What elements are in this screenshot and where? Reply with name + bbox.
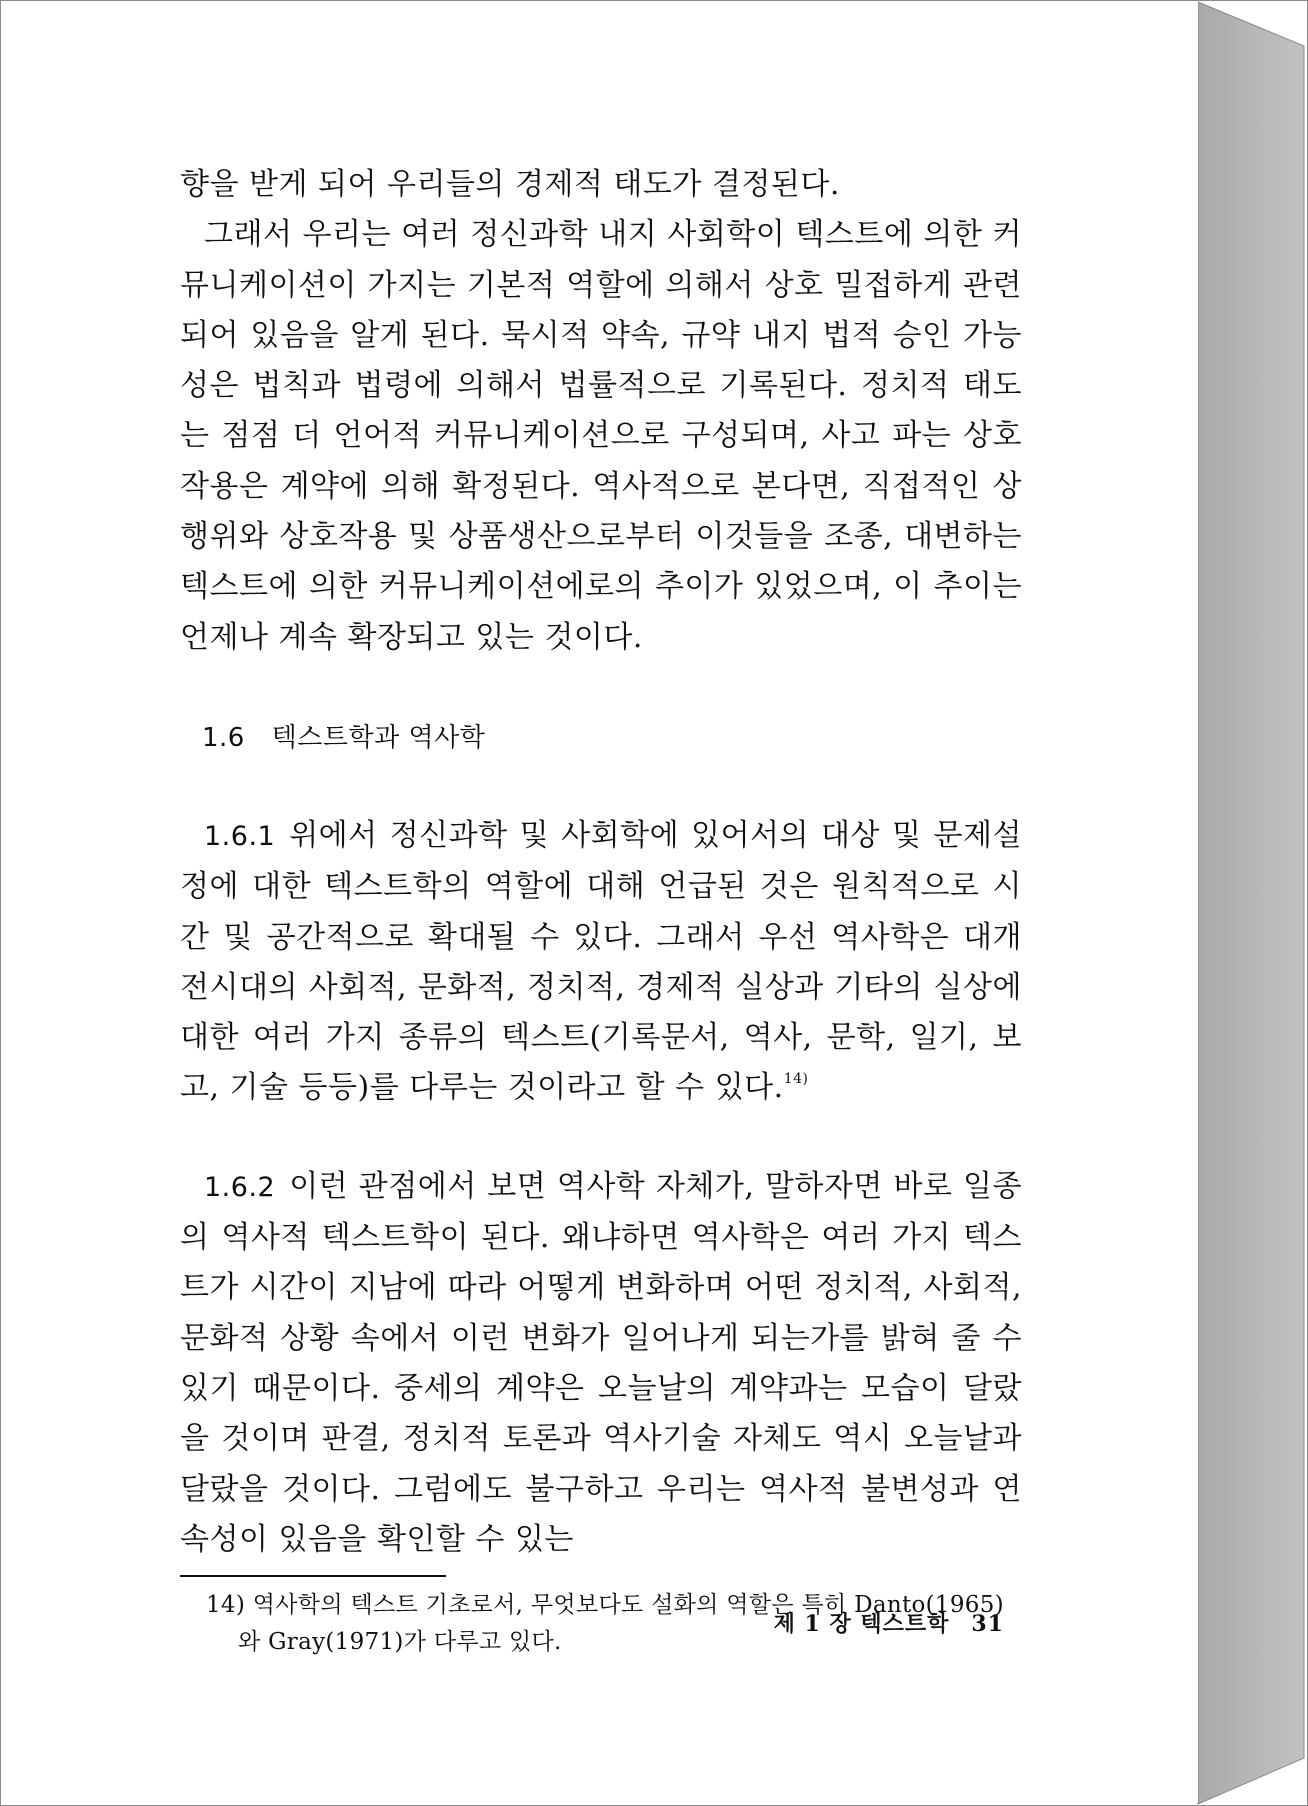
footnote-divider bbox=[180, 1575, 446, 1577]
footnote-marker: 14) bbox=[206, 1592, 246, 1619]
footnote-line-2: 와 Gray(1971)가 다루고 있다. bbox=[238, 1629, 562, 1656]
chapter-label: 제 1 장 텍스트학 bbox=[773, 1611, 950, 1637]
paragraph-continuation: 향을 받게 되어 우리들의 경제적 태도가 결정된다. bbox=[180, 167, 840, 202]
subsection-1-6-2 bbox=[180, 1162, 1022, 1565]
subsection-number: 1.6.1 bbox=[204, 820, 276, 852]
section-title: 텍스트학과 역사학 bbox=[271, 722, 486, 753]
page-number: 31 bbox=[971, 1611, 1004, 1637]
footnote-reference: 14) bbox=[783, 1071, 809, 1088]
page-content bbox=[180, 160, 1022, 1661]
footnote-line-1: 역사학의 텍스트 기초로서, 무엇보다도 설화의 역할은 특히 Danto(1965) bbox=[252, 1592, 1004, 1619]
running-footer bbox=[770, 1607, 1004, 1638]
paragraph-communication: 그래서 우리는 여러 정신과학 내지 사회학이 텍스트에 의한 커뮤니케이션이 가지는 기본적 역할에 의해서 상호 밀접하게 관련되어 있음을 알게 된다. 묵시적 약속, 규약 내지 법적 승인 가능성은 법칙과 법령에 의해서 법률적으로 기록된다. 정치적 태도는 점점 더 언어적 커뮤니케이션으로 구성되며, 사고 파는 상호작용은 계약에 의해 확정된다. 역사적으로 본다면, 직접적인 상행위와 상호작용 및 상품생산으로부터 이것들을 조종, 대변하는 텍스트에 의한 커뮤니케이션에로의 추이가 있었으며, 이 추이는 언제나 계속 확장되고 있는 것이다. bbox=[180, 217, 1022, 655]
section-heading bbox=[202, 713, 1022, 763]
subsection-text: 이런 관점에서 보면 역사학 자체가, 말하자면 바로 일종의 역사적 텍스트학이 된다. 왜냐하면 역사학은 여러 가지 텍스트가 시간이 지남에 따라 어떻게 변화하며 어떤 정치적, 사회적, 문화적 상황 속에서 이런 변화가 일어나게 되는가를 밝혀 줄 수 있기 때문이다. 중세의 계약은 오늘날의 계약과는 모습이 달랐을 것이며 판결, 정치적 토론과 역사기술 자체도 역시 오늘날과 달랐을 것이다. 그럼에도 불구하고 우리는 역사적 불변성과 연속성이 있음을 확인할 수 있는 bbox=[180, 1168, 1022, 1557]
subsection-1-6-1 bbox=[180, 811, 1022, 1114]
subsection-number: 1.6.2 bbox=[204, 1171, 276, 1203]
section-number: 1.6 bbox=[202, 722, 245, 753]
subsection-text: 위에서 정신과학 및 사회학에 있어서의 대상 및 문제설정에 대한 텍스트학의 역할에 대해 언급된 것은 원칙적으로 시간 및 공간적으로 확대될 수 있다. 그래서 우선 역사학은 대개 전시대의 사회적, 문화적, 정치적, 경제적 실상과 기타의 실상에 대한 여러 가지 종류의 텍스트(기록문서, 역사, 문학, 일기, 보고, 기술 등등)를 다루는 것이라고 할 수 있다. bbox=[180, 817, 1022, 1106]
